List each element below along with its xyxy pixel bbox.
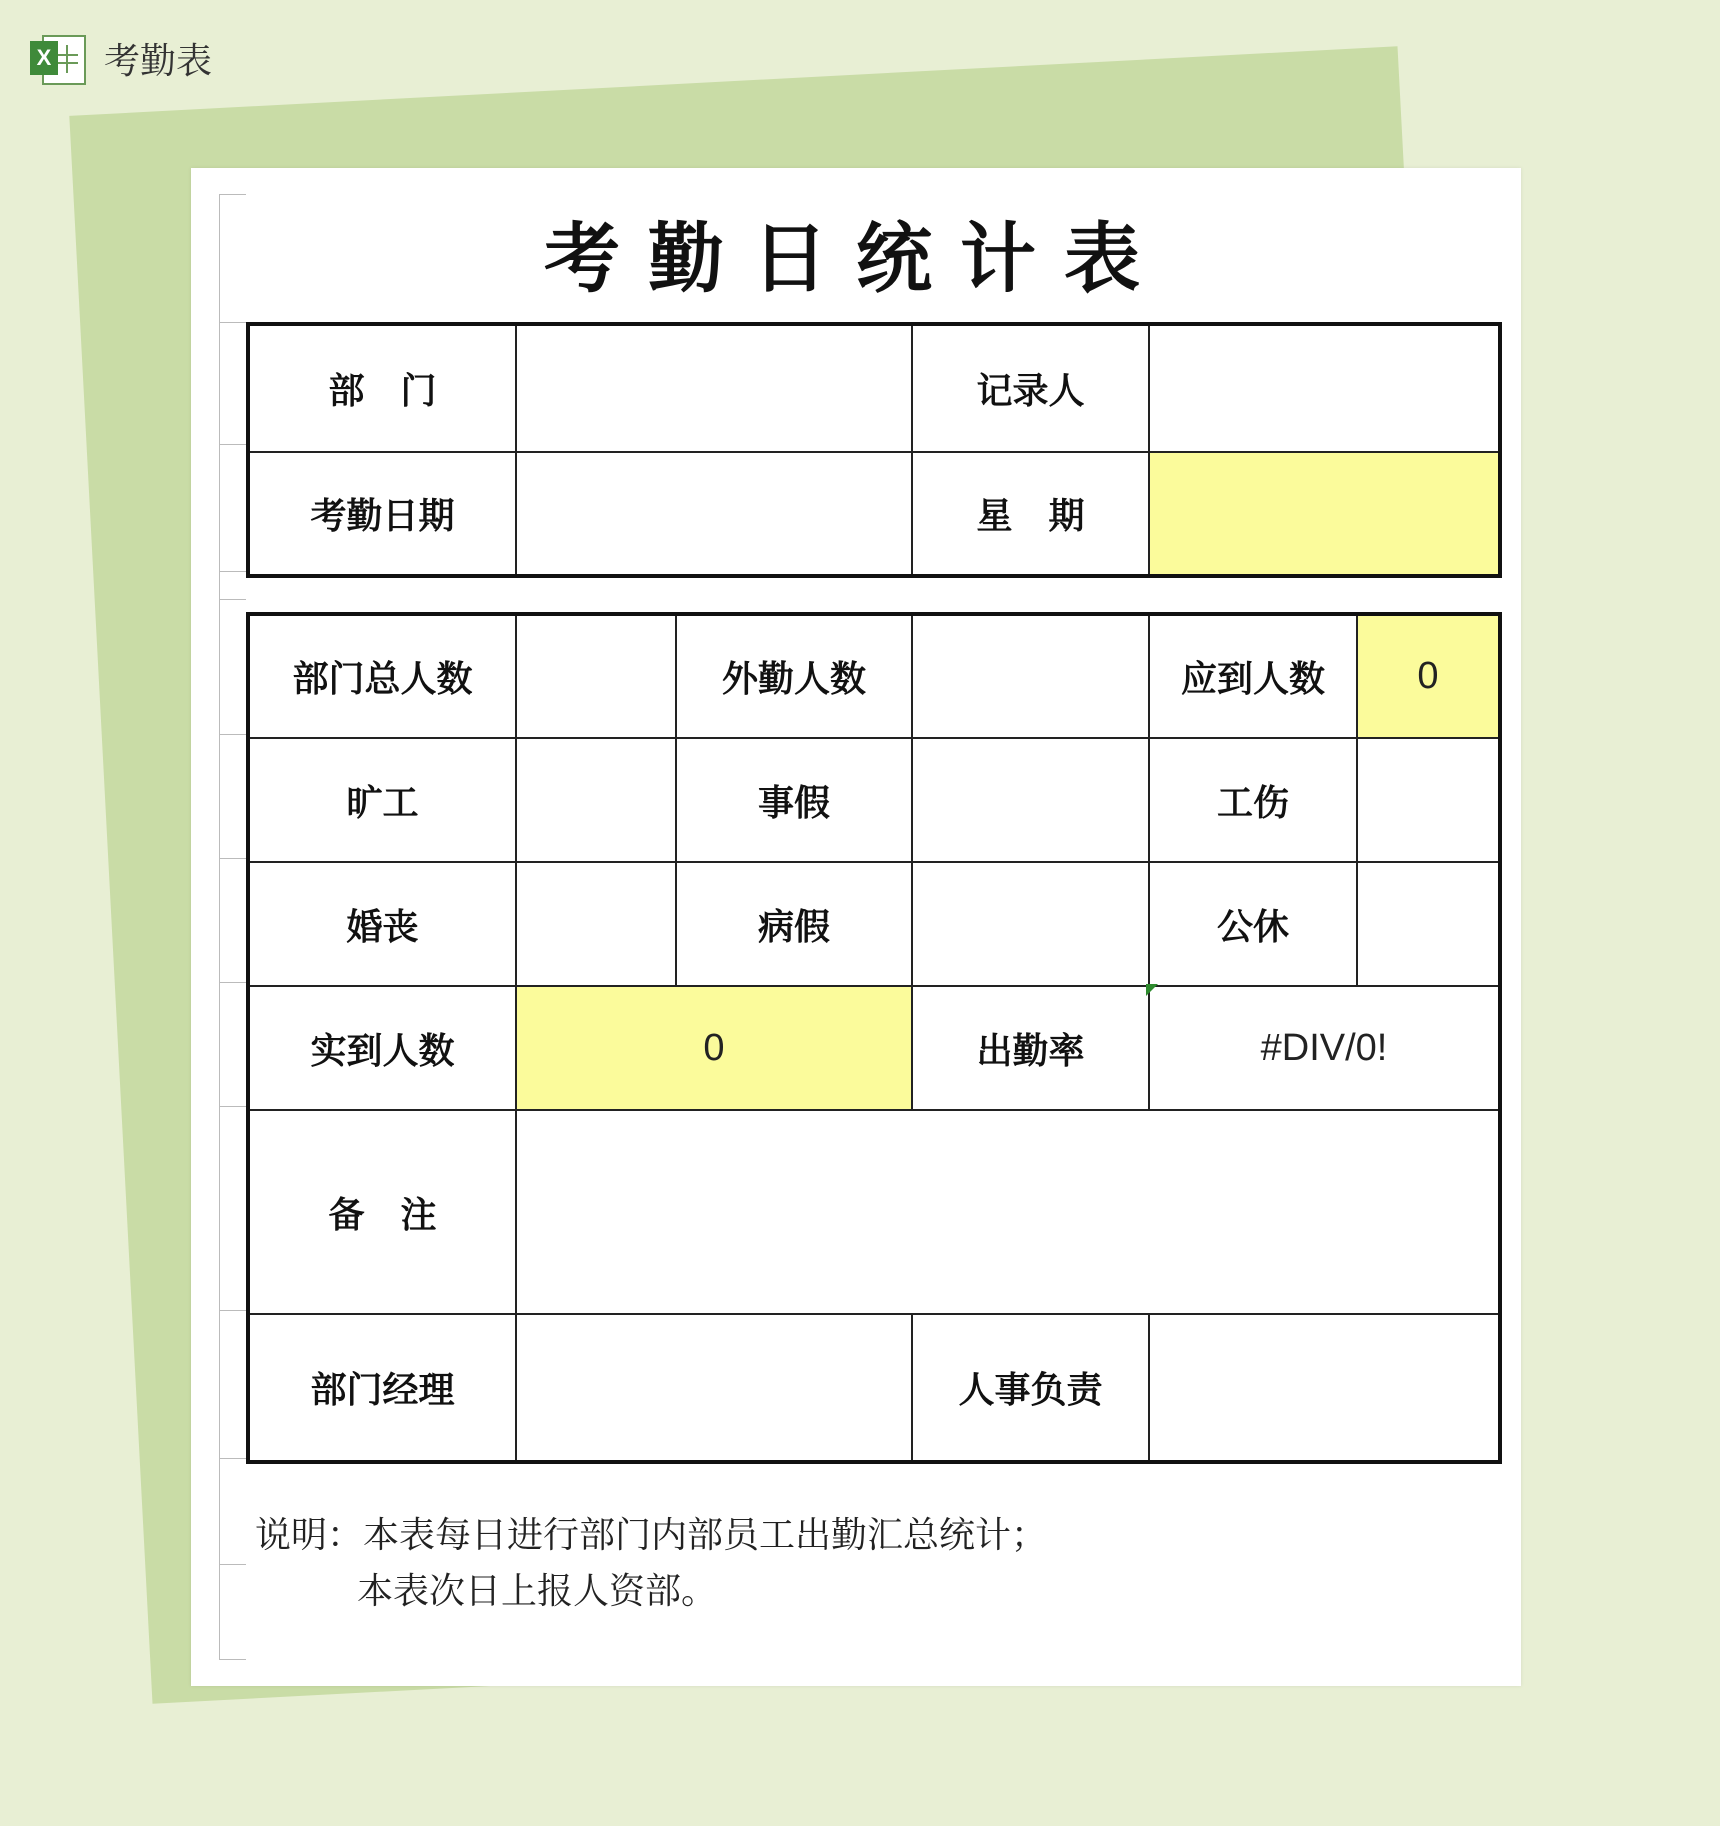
marriage-funeral-label: 婚丧 — [248, 862, 516, 986]
public-holiday-label: 公休 — [1149, 862, 1357, 986]
expected-field[interactable]: 0 — [1357, 614, 1500, 738]
injury-field[interactable] — [1357, 738, 1500, 862]
manager-label: 部门经理 — [248, 1314, 516, 1462]
remark-field[interactable] — [516, 1110, 1500, 1314]
rate-field[interactable]: #DIV/0! — [1149, 986, 1500, 1110]
excel-icon: X — [30, 31, 84, 85]
actual-label: 实到人数 — [248, 986, 516, 1110]
personal-leave-field[interactable] — [912, 738, 1149, 862]
total-field[interactable] — [516, 614, 676, 738]
hr-field[interactable] — [1149, 1314, 1500, 1462]
sick-leave-field[interactable] — [912, 862, 1149, 986]
note-text — [255, 1508, 1047, 1620]
dept-field[interactable] — [516, 324, 912, 452]
note-line-1: 说明：本表每日进行部门内部员工出勤汇总统计； — [255, 1515, 1048, 1556]
date-field[interactable] — [516, 452, 912, 576]
manager-field[interactable] — [516, 1314, 912, 1462]
personal-leave-label: 事假 — [676, 738, 912, 862]
remark-label: 备 注 — [248, 1110, 516, 1314]
expected-label: 应到人数 — [1149, 614, 1357, 738]
marriage-funeral-field[interactable] — [516, 862, 676, 986]
row-gutter — [219, 194, 248, 1660]
absent-field[interactable] — [516, 738, 676, 862]
document-page — [191, 168, 1521, 1686]
app-title: 考勤表 — [104, 40, 213, 82]
outwork-label: 外勤人数 — [676, 614, 912, 738]
injury-label: 工伤 — [1149, 738, 1357, 862]
note-line-2: 本表次日上报人资部。 — [357, 1571, 718, 1612]
actual-field[interactable]: 0 — [516, 986, 912, 1110]
sick-leave-label: 病假 — [676, 862, 912, 986]
hr-label: 人事负责 — [912, 1314, 1149, 1462]
stats-table — [246, 612, 1502, 1464]
absent-label: 旷工 — [248, 738, 516, 862]
recorder-label: 记录人 — [912, 324, 1149, 452]
recorder-field[interactable] — [1149, 324, 1500, 452]
weekday-label: 星 期 — [912, 452, 1149, 576]
rate-label: 出勤率 — [912, 986, 1149, 1110]
date-label: 考勤日期 — [248, 452, 516, 576]
cell-comment-marker — [1146, 984, 1158, 996]
dept-label: 部 门 — [248, 324, 516, 452]
weekday-field[interactable] — [1149, 452, 1500, 576]
total-label: 部门总人数 — [248, 614, 516, 738]
outwork-field[interactable] — [912, 614, 1149, 738]
document-title: 考勤日统计表 — [544, 214, 1168, 303]
public-holiday-field[interactable] — [1357, 862, 1500, 986]
app-header — [30, 28, 212, 88]
info-table — [246, 322, 1502, 578]
